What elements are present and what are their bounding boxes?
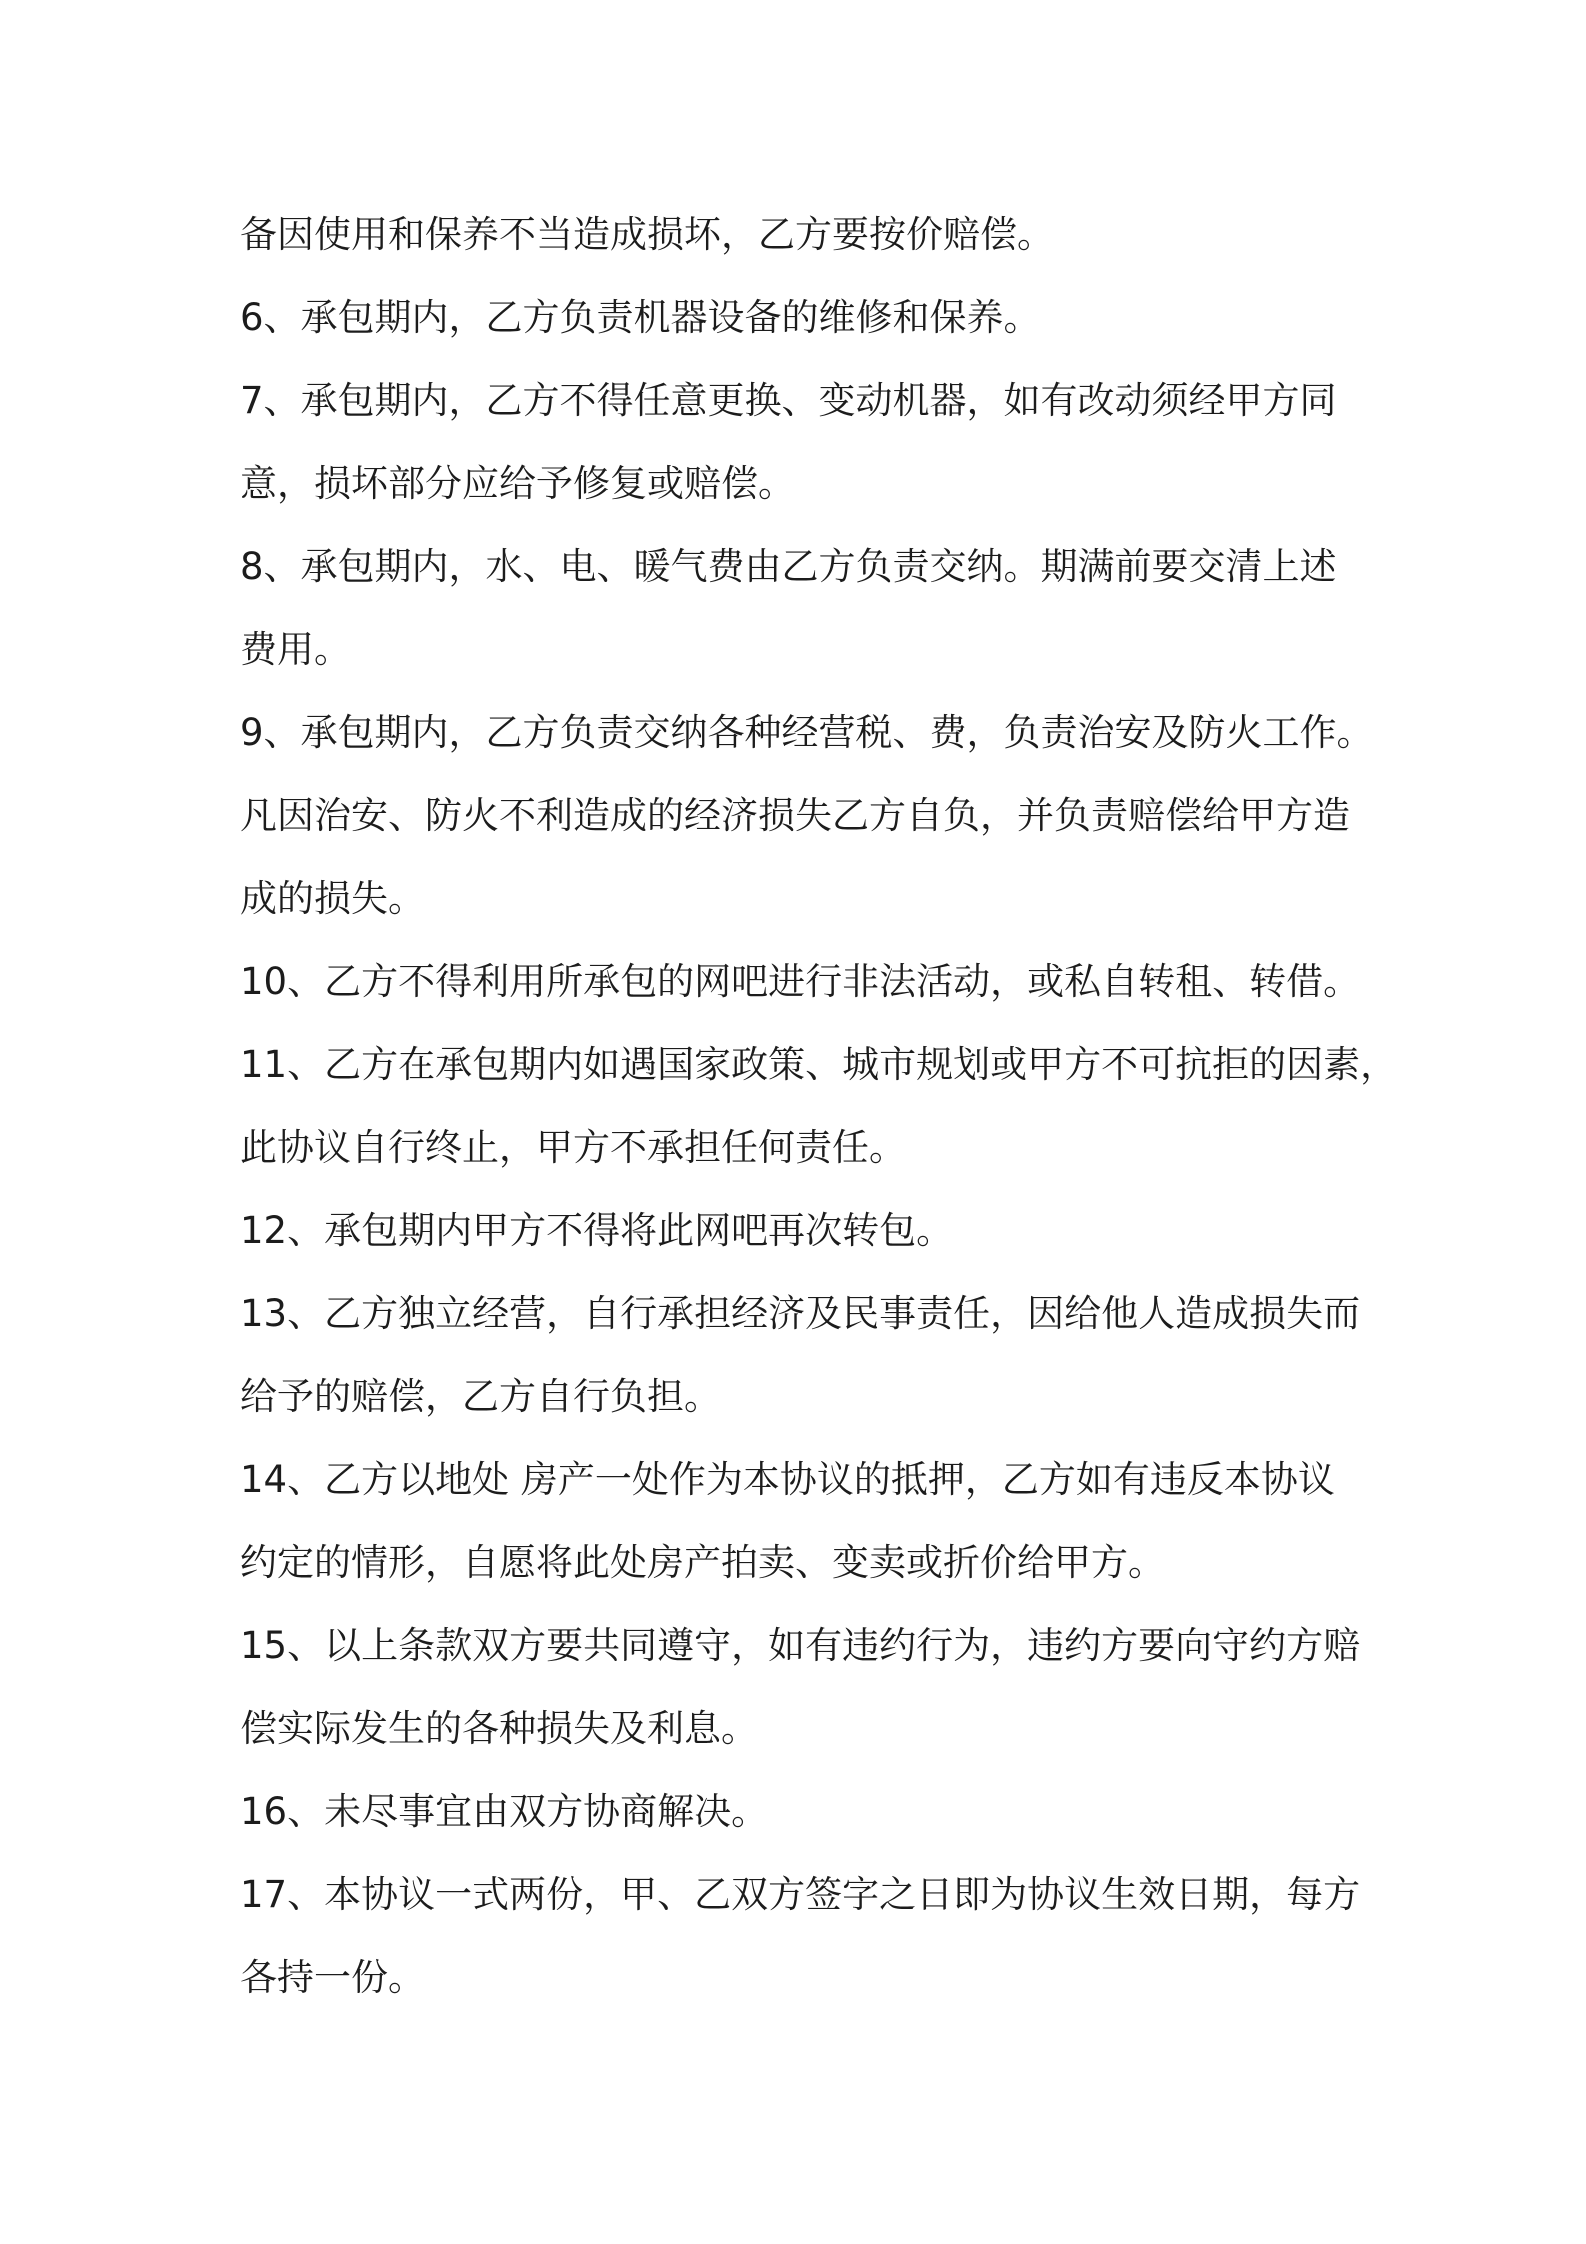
- text-line: 14、乙方以地处 房产一处作为本协议的抵押，乙方如有违反本协议: [240, 1458, 1335, 1501]
- text-line: 16、未尽事宜由双方协商解决。: [240, 1790, 769, 1833]
- text-line: 各持一份。: [240, 1956, 425, 1999]
- text-line: 9、承包期内，乙方负责交纳各种经营税、费，负责治安及防火工作。: [240, 711, 1374, 754]
- text-line: 12、承包期内甲方不得将此网吧再次转包。: [240, 1209, 954, 1252]
- text-line: 备因使用和保养不当造成损坏，乙方要按价赔偿。: [240, 213, 1054, 256]
- text-line: 11、乙方在承包期内如遇国家政策、城市规划或甲方不可抗拒的因素，: [240, 1043, 1398, 1086]
- text-line: 凡因治安、防火不利造成的经济损失乙方自负，并负责赔偿给甲方造: [240, 794, 1350, 837]
- text-line: 意，损坏部分应给予修复或赔偿。: [240, 462, 795, 505]
- contract-text: [240, 193, 1398, 2019]
- text-line: 给予的赔偿，乙方自行负担。: [240, 1375, 721, 1418]
- text-line: 约定的情形，自愿将此处房产拍卖、变卖或折价给甲方。: [240, 1541, 1165, 1584]
- text-line: 17、本协议一式两份，甲、乙双方签字之日即为协议生效日期，每方: [240, 1873, 1361, 1916]
- text-line: 8、承包期内，水、电、暖气费由乙方负责交纳。期满前要交清上述: [240, 545, 1337, 588]
- text-line: 7、承包期内，乙方不得任意更换、变动机器，如有改动须经甲方同: [240, 379, 1337, 422]
- text-line: 6、承包期内，乙方负责机器设备的维修和保养。: [240, 296, 1041, 339]
- text-line: 偿实际发生的各种损失及利息。: [240, 1707, 758, 1750]
- text-line: 成的损失。: [240, 877, 425, 920]
- text-line: 15、以上条款双方要共同遵守，如有违约行为，违约方要向守约方赔: [240, 1624, 1361, 1667]
- text-line: 费用。: [240, 628, 351, 671]
- text-line: 10、乙方不得利用所承包的网吧进行非法活动，或私自转租、转借。: [240, 960, 1361, 1003]
- text-line: 13、乙方独立经营，自行承担经济及民事责任，因给他人造成损失而: [240, 1292, 1361, 1335]
- text-line: 此协议自行终止，甲方不承担任何责任。: [240, 1126, 906, 1169]
